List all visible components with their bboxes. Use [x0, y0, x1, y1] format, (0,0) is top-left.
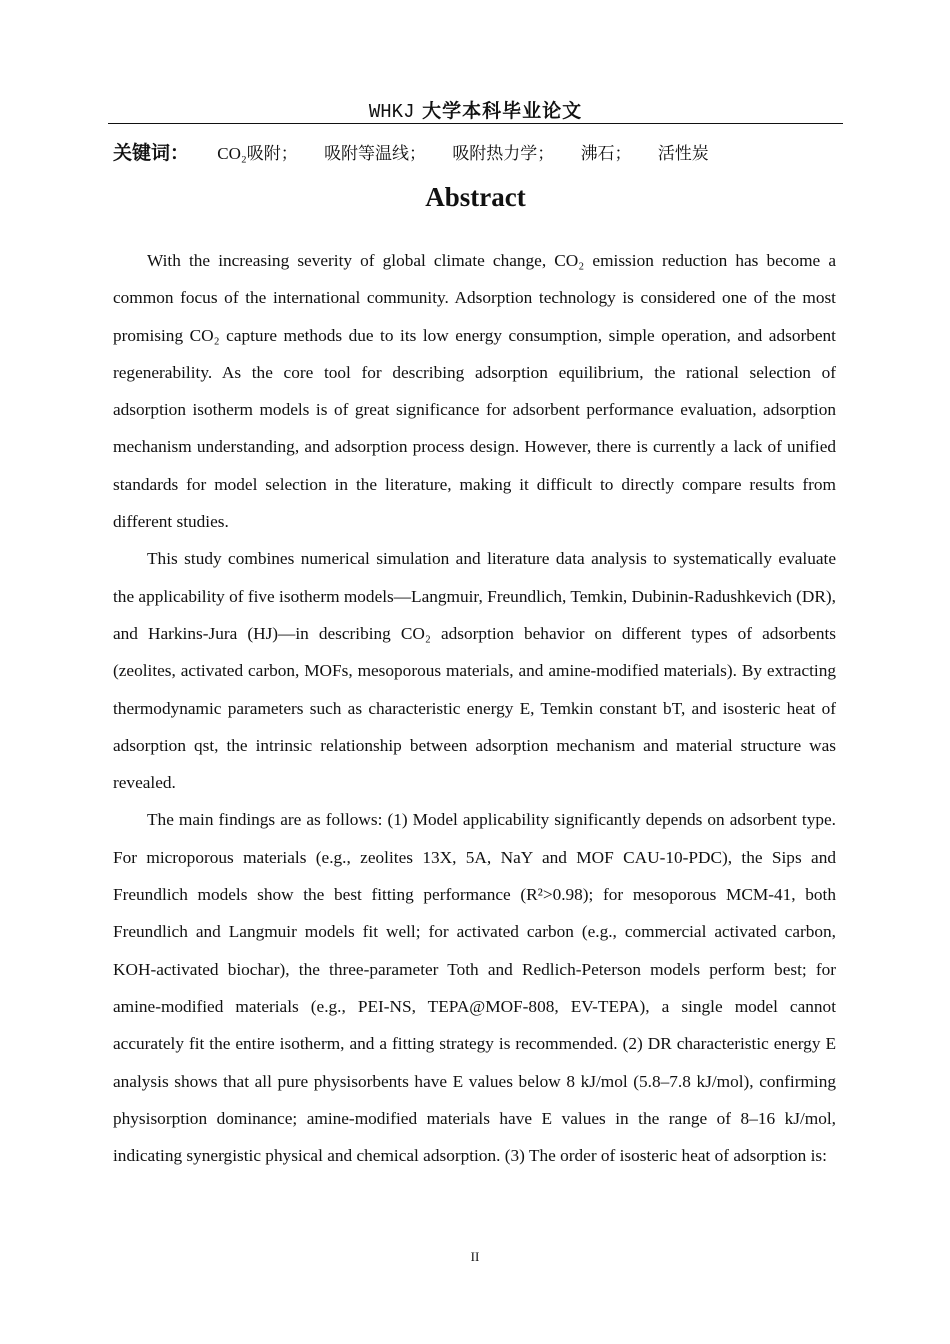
abstract-paragraph: The main findings are as follows: (1) Model applicability significantly depends on adsorbent type. For microporous materials (e.g., zeolites 13X, 5A, NaY and MOF CAU-10-PDC), the Sips and Freundlich models show the best fitting performance (R²>0.98); for mesoporous MCM-41, both Freundlich and Langmuir models fit well; for activated carbon (e.g., commercial activated carbon, KOH-activated biochar), the three-parameter Toth and Redlich-Peterson models perform best; for amine-modified materials (e.g., PEI-NS, TEPA@MOF-808, EV-TEPA), a single model cannot accurately fit the entire isotherm, and a fitting strategy is recommended. (2) DR characteristic energy E analysis shows that all pure physisorbents have E values below 8 kJ/mol (5.8–7.8 kJ/mol), confirming physisorption dominance; amine-modified materials have E values in the range of 8–16 kJ/mol, indicating synergistic physical and chemical adsorption. (3) The order of isosteric heat of adsorption is: — [113, 810, 836, 1166]
keyword-item: 沸石； — [580, 144, 632, 163]
abstract-body — [113, 242, 836, 1174]
page-number: II — [470, 1249, 480, 1264]
header-latin: WHKJ — [368, 101, 415, 123]
header-title: 大学本科毕业论文 — [422, 100, 583, 122]
keyword-item: 吸附等温线； — [324, 144, 427, 163]
keywords-label: 关键词： — [113, 142, 190, 164]
abstract-paragraph: With the increasing severity of global climate change, CO₂ emission reduction has become a common focus of the international community. Adsorption technology is considered one of the most promising CO₂ capture methods due to its low energy consumption, simple operation, and adsorbent regenerability. As the core tool for describing adsorption equilibrium, the rational selection of adsorption isotherm models is of great significance for adsorbent performance evaluation, adsorption mechanism understanding, and adsorption process design. However, there is currently a lack of unified standards for model selection in the literature, making it difficult to directly compare results from different studies. — [113, 251, 836, 532]
abstract-paragraph: This study combines numerical simulation and literature data analysis to systematically evaluate the applicability of five isotherm models—Langmuir, Freundlich, Temkin, Dubinin-Radushkevich (DR), and Harkins-Jura (HJ)—in describing CO₂ adsorption behavior on different types of adsorbents (zeolites, activated carbon, MOFs, mesoporous materials, and amine-modified materials). By extracting thermodynamic parameters such as characteristic energy E, Temkin constant bT, and isosteric heat of adsorption qst, the intrinsic relationship between adsorption mechanism and material structure was revealed. — [113, 549, 836, 793]
header-divider — [108, 123, 843, 124]
keyword-item: 活性炭 — [657, 144, 709, 163]
abstract-title: Abstract — [425, 182, 526, 212]
keyword-item: CO₂吸附； — [217, 144, 298, 163]
keywords-line — [113, 138, 731, 165]
page-header — [108, 96, 843, 123]
keyword-item: 吸附热力学； — [452, 144, 555, 163]
